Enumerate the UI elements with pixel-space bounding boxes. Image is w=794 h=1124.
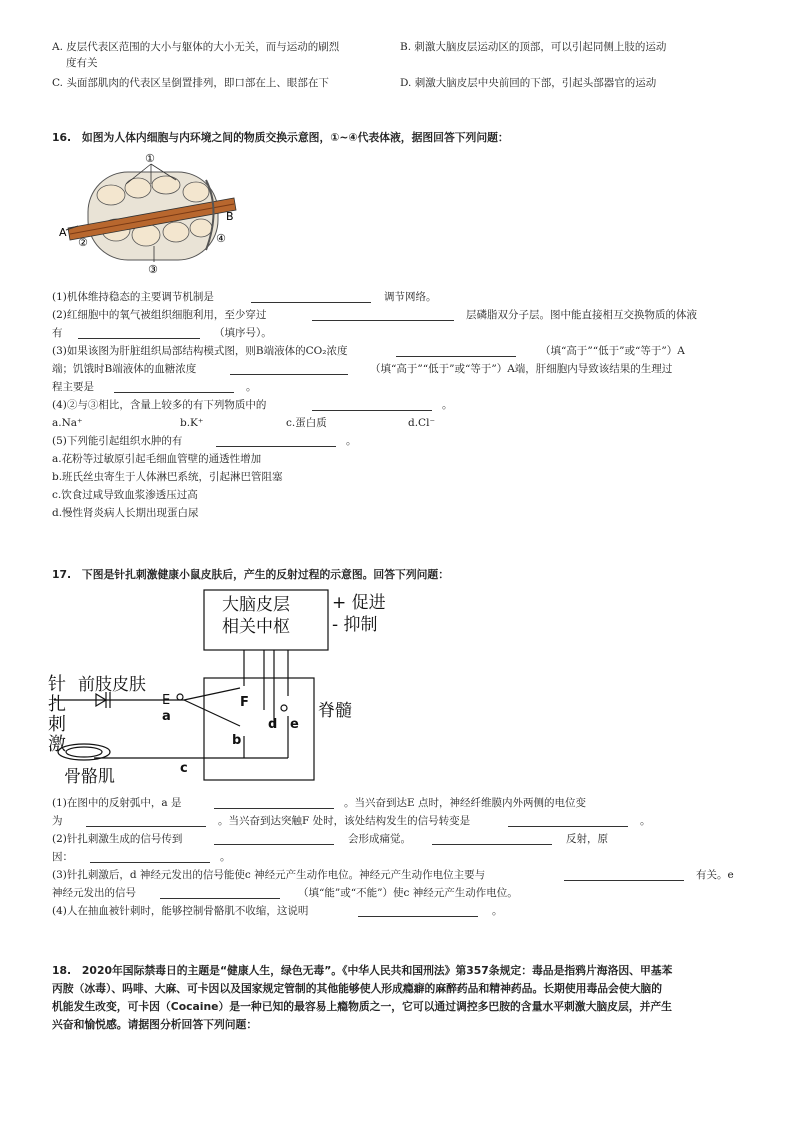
q16-3-cont: 端；饥饿时B端液体的血糖浓度 — [52, 363, 197, 375]
q17-2-mid: 会形成痛觉。 — [348, 833, 411, 845]
q17-3-blank-a[interactable] — [564, 868, 684, 881]
fig17-label-E: E — [162, 693, 171, 708]
q16-3-blank-b[interactable] — [230, 362, 348, 375]
fig17-stim-2: 扎 — [48, 694, 66, 715]
fig16-label-4: ④ — [216, 232, 226, 245]
q16-2-text: (2)红细胞中的氧气被组织细胞利用，至少穿过 — [52, 309, 267, 321]
q16-4-blank[interactable] — [312, 398, 432, 411]
q16-2-cont: 有 — [52, 327, 63, 339]
q17-2-blank-c[interactable] — [90, 850, 210, 863]
q16-3-end: 。 — [246, 381, 257, 393]
q17-2-text: (2)针扎刺激生成的信号传到 — [52, 833, 183, 845]
q16-tissue-figure — [56, 150, 246, 280]
q16-3-blank-a[interactable] — [396, 344, 516, 357]
q17-3-blank-b[interactable] — [160, 886, 280, 899]
q17-3-cont: 神经元发出的信号 — [52, 887, 136, 899]
q16-3-cont2: 程主要是 — [52, 381, 94, 393]
option-d: D. 刺激大脑皮层中央前回的下部，引起头部器官的运动 — [400, 77, 657, 89]
fig17-inhibit-legend: - 抑制 — [332, 615, 378, 635]
q17-1-mid2: 。当兴奋到达突触F 处时，该处结构发生的信号转变是 — [218, 815, 471, 827]
q16-2-blank-b[interactable] — [78, 326, 200, 339]
q16-3-blank-c[interactable] — [114, 380, 234, 393]
fig16-label-3: ③ — [148, 263, 158, 276]
q17-1-blank-c[interactable] — [508, 814, 628, 827]
fig17-label-F: F — [240, 695, 249, 710]
q17-title: 17. 下图是针扎刺激健康小鼠皮肤后，产生的反射过程的示意图。回答下列问题： — [52, 568, 450, 581]
fig17-label-a: a — [162, 709, 171, 724]
fig17-stim-4: 激 — [48, 734, 66, 755]
option-a: A. 皮层代表区范围的大小与躯体的大小无关，而与运动的刷烈 — [52, 41, 340, 53]
fig17-promote-legend: + 促进 — [332, 593, 386, 613]
q17-2-cont: 因： — [52, 851, 73, 863]
q16-2-blank-a[interactable] — [312, 308, 454, 321]
q17-1-blank-a[interactable] — [214, 796, 334, 809]
q16-5-opt-d: d.慢性肾炎病人长期出现蛋白尿 — [52, 507, 199, 519]
q16-4-opt-b: b.K⁺ — [180, 417, 204, 429]
q17-3-text: (3)针扎刺激后，d 神经元发出的信号能使c 神经元产生动作电位。神经元产生动作电位主要与 — [52, 869, 486, 881]
fig16-label-A: A — [59, 226, 67, 239]
q17-1-mid: 。当兴奋到达E 点时，神经纤维膜内外两侧的电位变 — [344, 797, 587, 809]
q18-line-4: 兴奋和愉悦感。请据图分析回答下列问题： — [52, 1018, 258, 1031]
fig16-label-1: ① — [145, 152, 155, 165]
q18-line-2: 丙胺（冰毒）、吗啡、大麻、可卡因以及国家规定管制的其他能够使人形成瘾癖的麻醉药品和精神药品。长期使用毒品会使大脑的 — [52, 982, 663, 995]
q18-line-3: 机能发生改变，可卡因（Cocaine）是一种已知的最容易上瘾物质之一，它可以通过调控多巴胺的含量水平刺激大脑皮层，并产生 — [52, 1000, 672, 1013]
option-c: C. 头面部肌肉的代表区呈倒置排列，即口部在上、眼部在下 — [52, 77, 329, 89]
option-a-cont: 度有关 — [66, 57, 98, 69]
q16-5-end: 。 — [346, 435, 357, 447]
fig17-cortex-label-2: 相关中枢 — [222, 617, 290, 637]
fig17-label-c: c — [180, 761, 188, 776]
q17-2-blank-b[interactable] — [432, 832, 552, 845]
q16-4-opt-c: c.蛋白质 — [286, 417, 327, 429]
q16-5-opt-a: a.花粉等过敏原引起毛细血管壁的通透性增加 — [52, 453, 262, 465]
fig17-stim-1: 针 — [48, 674, 66, 695]
q16-3-text: (3)如果该图为肝脏组织局部结构模式图，则B端液体的CO₂浓度 — [52, 345, 348, 357]
fig17-skin-label: 前肢皮肤 — [78, 675, 146, 695]
q17-1-end: 。 — [640, 815, 651, 827]
fig17-muscle-label: 骨骼肌 — [64, 767, 115, 786]
q16-5-blank[interactable] — [216, 434, 336, 447]
q17-3-end: （填“能”或“不能”）使c 神经元产生动作电位。 — [298, 887, 518, 899]
fig16-label-B: B — [226, 210, 234, 223]
q16-5-opt-c: c.饮食过咸导致血浆渗透压过高 — [52, 489, 198, 501]
q16-4-opt-d: d.Cl⁻ — [408, 417, 435, 429]
q16-4-text: (4)②与③相比，含量上较多的有下列物质中的 — [52, 399, 267, 411]
q17-1-blank-b[interactable] — [86, 814, 206, 827]
q16-title: 16. 如图为人体内细胞与内环境之间的物质交换示意图，①~④代表体液，据图回答下列问题： — [52, 131, 509, 144]
q17-4-blank[interactable] — [358, 904, 478, 917]
q17-4-end: 。 — [492, 905, 503, 917]
q16-4-opt-a: a.Na⁺ — [52, 417, 83, 429]
q17-reflex-figure — [44, 586, 404, 786]
q17-2-blank-a[interactable] — [214, 832, 334, 845]
q16-1-text: (1)机体维持稳态的主要调节机制是 — [52, 291, 214, 303]
q16-3-opt-b: （填“高于”“低于”或“等于”）A端，肝细胞内导致该结果的生理过 — [370, 363, 673, 375]
q18-line-1: 18. 2020年国际禁毒日的主题是“健康人生，绿色无毒”。《中华人民共和国刑法》第357条规定：毒品是指鸦片海洛因、甲基苯 — [52, 964, 673, 977]
fig17-spinal-label: 脊髓 — [318, 701, 352, 721]
q16-2-tail: 层磷脂双分子层。图中能直接相互交换物质的体液 — [466, 309, 697, 321]
q17-1-cont: 为 — [52, 815, 63, 827]
q16-5-opt-b: b.班氏丝虫寄生于人体淋巴系统，引起淋巴管阻塞 — [52, 471, 283, 483]
fig17-label-b: b — [232, 733, 242, 748]
q16-1-tail: 调节网络。 — [384, 291, 437, 303]
q17-4-text: (4)人在抽血被针刺时，能够控制骨骼肌不收缩，这说明 — [52, 905, 309, 917]
q17-1-text: (1)在图中的反射弧中，a 是 — [52, 797, 182, 809]
q16-5-text: (5)下列能引起组织水肿的有 — [52, 435, 183, 447]
fig17-label-e: e — [290, 717, 299, 732]
q16-1-blank[interactable] — [251, 290, 371, 303]
q17-2-end: 。 — [220, 851, 231, 863]
fig17-cortex-label-1: 大脑皮层 — [222, 595, 290, 615]
q17-2-mid2: 反射，原 — [566, 833, 608, 845]
option-b: B. 刺激大脑皮层运动区的顶部，可以引起同侧上肢的运动 — [400, 41, 667, 53]
fig16-label-2: ② — [78, 236, 88, 249]
fig17-stim-3: 刺 — [48, 714, 66, 735]
q16-3-opt-a: （填“高于”“低于”或“等于”）A — [540, 345, 685, 357]
q16-2-note: （填序号）。 — [214, 327, 272, 339]
q17-3-mid: 有关。e — [696, 869, 734, 881]
fig17-label-d: d — [268, 717, 278, 732]
q16-4-end: 。 — [442, 399, 453, 411]
